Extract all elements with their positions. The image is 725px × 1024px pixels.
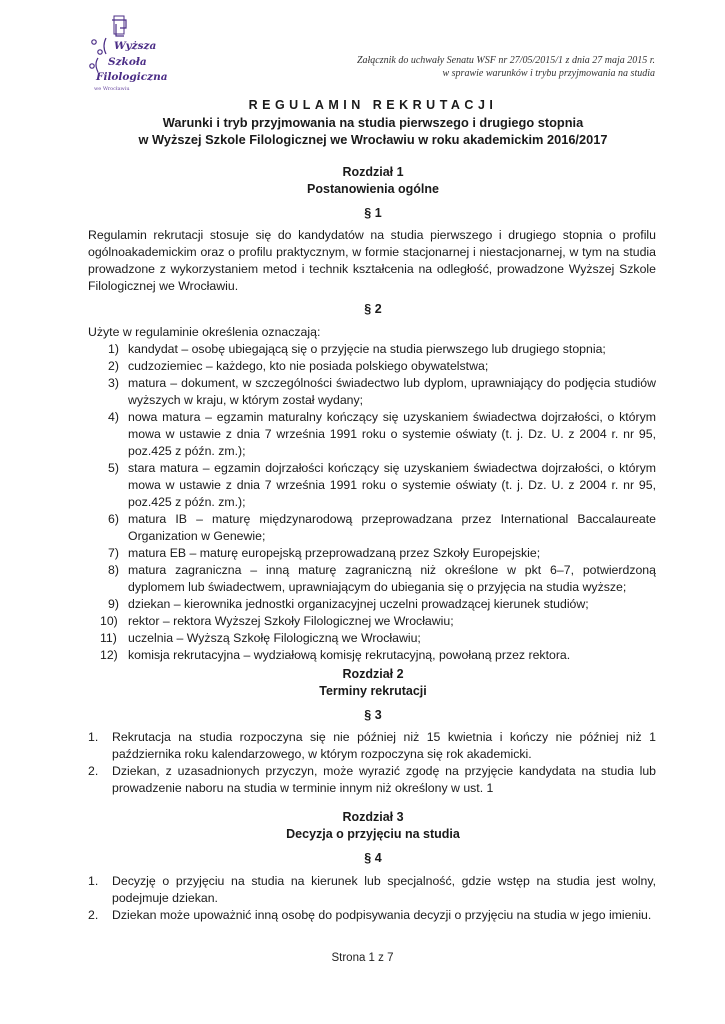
chapter1-name: Postanowienia ogólne xyxy=(307,182,439,196)
logo-text-line2: Szkoła xyxy=(108,56,147,68)
list-item: 6) matura IB – maturę międzynarodową przeprowadzana przez International Baccalaureate Organization w Genewie; xyxy=(108,512,656,543)
attachment-note-line1: Załącznik do uchwały Senatu WSF nr 27/05/2015/1 z dnia 27 maja 2015 r. xyxy=(356,55,655,66)
list-item: 2. Dziekan może upoważnić inną osobę do podpisywania decyzji o przyjęciu na studia w jego imieniu. xyxy=(88,908,652,922)
attachment-note-line2: w sprawie warunków i trybu przyjmowania na studia xyxy=(442,68,655,79)
list-item: 9) dziekan – kierownika jednostki organizacyjnej uczelni prowadzącej kierunek studiów; xyxy=(108,597,589,611)
chapter2-name: Terminy rekrutacji xyxy=(319,684,427,698)
list-item: 4) nowa matura – egzamin maturalny kończący się uzyskaniem świadectwa dojrzałości, o którym mowa w ustawie z dnia 7 września 1991 roku o systemie oświaty (t. j. Dz. U. z 2004 r. nr 95, poz.425 z późn. zm.); xyxy=(108,410,656,458)
page-number: Strona 1 z 7 xyxy=(331,952,394,964)
definitions-list xyxy=(88,341,656,664)
list-item: 1. Rekrutacja na studia rozpoczyna się nie później niż 15 kwietnia i kończy nie później niż 1 października roku kalendarzowego, w którym rozpoczyna się rok akademicki. xyxy=(88,730,656,761)
chapter1-label: Rozdział 1 xyxy=(342,165,404,179)
logo-text-line1: Wyższa xyxy=(114,40,157,52)
list-item: 10) rektor – rektora Wyższej Szkoły Filologicznej we Wrocławiu; xyxy=(100,614,454,628)
logo-text-line3: Filologiczna xyxy=(96,71,168,83)
section1-text: Regulamin rekrutacji stosuje się do kandydatów na studia pierwszego i drugiego stopnia o profilu ogólnoakademickim oraz o profilu praktycznym, w formie stacjonarnej i niestacjonarnej, w tym na studia prowadzone z wykorzystaniem metod i technik kształcenia na odległość, prowadzone Wyższej Szkole Filologicznej we Wrocławiu. xyxy=(88,228,656,293)
list-item: 2. Dziekan, z uzasadnionych przyczyn, może wyrazić zgodę na przyjęcie kandydata na studia lub prowadzenie naboru na studia w terminie innym niż określony w ust. 1 xyxy=(88,764,656,795)
subtitle-line2: w Wyższej Szkole Filologicznej we Wrocławiu w roku akademickim 2016/2017 xyxy=(138,132,608,147)
chapter3-label: Rozdział 3 xyxy=(342,810,404,824)
university-logo xyxy=(84,14,194,92)
list-item: 7) matura EB – maturę europejską przeprowadzaną przez Szkoły Europejskie; xyxy=(108,546,541,560)
list-item: 8) matura zagraniczna – inną maturę zagraniczną niż określone w pkt 6–7, potwierdzoną dyplomem lub świadectwem, uprawniającym do ubiegania się o przyjęcia na studia wyższe; xyxy=(108,563,656,594)
logo-text-line4: we Wrocławiu xyxy=(94,86,130,92)
chapter2-label: Rozdział 2 xyxy=(342,667,404,681)
subtitle-line1: Warunki i tryb przyjmowania na studia pierwszego i drugiego stopnia xyxy=(162,115,584,130)
section4-list xyxy=(88,873,656,924)
list-item: 11) uczelnia – Wyższą Szkołę Filologiczną we Wrocławiu; xyxy=(100,631,421,645)
list-item: 3) matura – dokument, w szczególności świadectwo lub dyplom, uprawniający do podjęcia studiów wyższych w kraju, w którym został wydany; xyxy=(108,376,656,407)
section3-list xyxy=(88,729,656,797)
attachment-note xyxy=(357,54,655,80)
list-item: 1) kandydat – osobę ubiegającą się o przyjęcie na studia pierwszego lub drugiego stopnia; xyxy=(108,342,606,356)
list-item: 2) cudzoziemiec – każdego, kto nie posiada polskiego obywatelstwa; xyxy=(108,359,489,373)
section3-sign: § 3 xyxy=(364,708,382,722)
list-item: 5) stara matura – egzamin dojrzałości kończący się uzyskaniem świadectwa dojrzałości, o którym mowa w ustawie z dnia 7 września 1991 roku o systemie oświaty (t. j. Dz. U. z 2004 r. nr 95, poz.425 z późn. zm.); xyxy=(108,461,656,509)
list-item: 1. Decyzję o przyjęciu na studia na kierunek lub specjalność, gdzie wstęp na studia jest wolny, podejmuje dziekan. xyxy=(88,874,656,905)
section1-sign: § 1 xyxy=(364,206,382,220)
section4-sign: § 4 xyxy=(364,851,382,865)
chapter3-name: Decyzja o przyjęciu na studia xyxy=(286,827,460,841)
list-item: 12) komisja rekrutacyjna – wydziałową komisję rekrutacyjną, powołaną przez rektora. xyxy=(100,648,571,662)
section2-intro: Użyte w regulaminie określenia oznaczają: xyxy=(88,325,321,339)
document-title: REGULAMIN REKRUTACJI xyxy=(248,98,498,112)
document-subtitle xyxy=(88,114,658,148)
section2-sign: § 2 xyxy=(364,302,382,316)
